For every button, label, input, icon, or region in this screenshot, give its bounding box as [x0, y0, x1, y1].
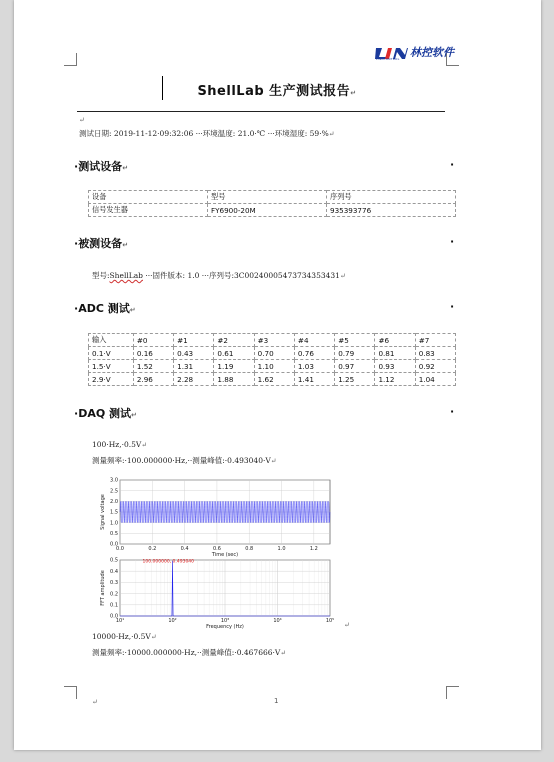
table-row: 1.5·V 1.52 1.31 1.19 1.10 1.03 0.97 0.93 0.92 — [89, 360, 456, 373]
chart1-x-axis-label: Time (sec) — [211, 552, 239, 558]
margin-corner-bottom-right — [446, 686, 459, 699]
heading-dut: ·被测设备↵ · — [74, 235, 455, 250]
table-row: 输入 #0 #1 #2 #3 #4 #5 #6 #7 — [89, 334, 456, 347]
logo-subtext: LINKCONTROL — [376, 57, 400, 61]
chart2-y-tick-label: 0.4 — [110, 568, 118, 575]
chart2-peak-annotation: 100.000000, 0.493040 — [142, 559, 195, 565]
chart2-x-tick-label: 10¹ — [115, 618, 125, 624]
logo-text: 林控软件 — [410, 46, 454, 59]
chart2-x-tick-label: 10⁵ — [325, 618, 335, 624]
chart1-x-tick-label: 0.2 — [148, 546, 157, 552]
heading-adc: ·ADC 测试↵ · — [74, 300, 455, 315]
chart1-y-tick-label: 2.0 — [110, 499, 118, 506]
paragraph-mark: ↵ — [92, 698, 98, 706]
table-row: 2.9·V 2.96 2.28 1.88 1.62 1.41 1.25 1.12 1.04 — [89, 373, 456, 386]
chart1-x-tick-label: 0.4 — [180, 546, 189, 552]
test-date: 2019-11-12·09:32:06 — [113, 129, 194, 138]
margin-corner-top-left — [64, 53, 77, 66]
daq1-result: 测量频率:·100.000000·Hz,··测量峰值:·0.493040·V↵ — [92, 456, 277, 465]
dut-model: ShellLab — [109, 271, 143, 280]
chart1-y-tick-label: 1.0 — [110, 520, 118, 527]
chart1-y-tick-label: 1.5 — [110, 509, 118, 516]
chart2-x-tick-label: 10² — [168, 618, 177, 624]
chart2-y-tick-label: 0.0 — [110, 613, 118, 620]
heading-daq: ·DAQ 测试↵ · — [74, 405, 455, 420]
humidity: 59·% — [309, 129, 329, 138]
chart2-y-tick-label: 0.1 — [110, 602, 118, 609]
heading-equipment: ·测试设备↵ · — [74, 158, 455, 173]
table-row: 0.1·V 0.16 0.43 0.61 0.70 0.76 0.79 0.81 0.83 — [89, 347, 456, 360]
daq2-result: 测量频率:·10000.000000·Hz,··测量峰值:·0.467666·V↵ — [92, 648, 287, 657]
chart1-y-tick-label: 0.0 — [110, 541, 118, 548]
charts-svg — [96, 474, 342, 630]
chart1-y-axis-label: Signal voltage — [100, 494, 106, 530]
page-number: 1 — [274, 697, 279, 705]
temperature: 21.0·℃ — [237, 129, 266, 138]
adc-table — [88, 333, 456, 386]
chart1-x-tick-label: 1.2 — [309, 546, 318, 552]
dut-info-line: 型号:ShellLab ···固件版本: 1.0 ···序列号:3C00240005473734353431↵ — [92, 271, 346, 280]
margin-corner-bottom-left — [64, 686, 77, 699]
paragraph-mark: ↵ — [344, 621, 350, 629]
chart2-x-tick-label: 10³ — [220, 618, 230, 624]
dut-serial: 3C00240005473734353431 — [233, 271, 340, 280]
chart1-x-tick-label: 1.0 — [277, 546, 286, 552]
chart1-y-tick-label: 3.0 — [110, 477, 118, 484]
chart2-x-tick-label: 10⁴ — [273, 618, 282, 624]
report-title: ShellLab 生产测试报告↵ — [197, 84, 357, 99]
table-row: 信号发生器 FY6900-20M 935393776 — [89, 204, 456, 217]
chart1-x-tick-label: 0.6 — [212, 546, 221, 552]
daq2-condition: 10000·Hz,·0.5V↵ — [92, 632, 157, 641]
logo-mark-icon — [374, 45, 408, 59]
chart2-y-tick-label: 0.3 — [110, 580, 118, 587]
title-rule — [77, 111, 445, 112]
chart1-x-tick-label: 0.0 — [116, 546, 124, 552]
table-row: 设备 型号 序列号 — [89, 191, 456, 204]
equipment-table — [88, 190, 456, 217]
chart2-x-axis-label: Frequency (Hz) — [206, 624, 244, 630]
chart2-y-axis-label: FFT amplitude — [100, 570, 106, 606]
daq-charts — [96, 474, 342, 630]
chart1-y-tick-label: 0.5 — [110, 531, 118, 538]
daq1-condition: 100·Hz,·0.5V↵ — [92, 440, 148, 449]
paragraph-mark: ↵ — [79, 116, 85, 124]
chart1-x-tick-label: 0.8 — [245, 546, 254, 552]
company-logo — [374, 44, 454, 60]
test-info-line: 测试日期: 2019-11-12·09:32:06 ···环境温度: 21.0·℃ ···环境湿度: 59·%↵ — [79, 129, 335, 138]
firmware-version: 1.0 — [187, 271, 200, 280]
chart2-y-tick-label: 0.5 — [110, 557, 118, 564]
chart1-y-tick-label: 2.5 — [110, 488, 118, 495]
chart2-y-tick-label: 0.2 — [110, 591, 118, 598]
